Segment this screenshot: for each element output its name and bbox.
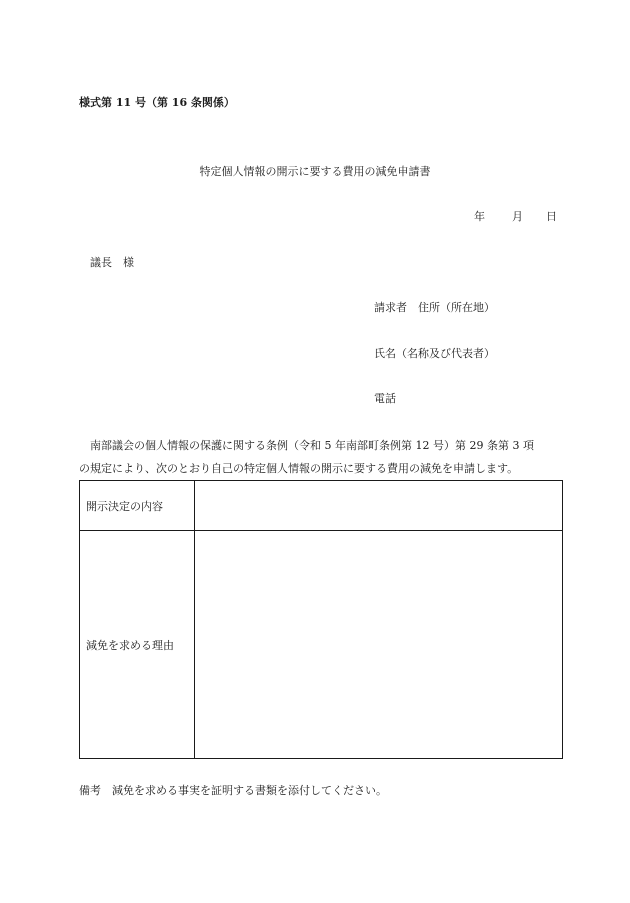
applicant-name-label: 氏名（名称及び代表者）	[374, 347, 495, 360]
reduction-reason-field[interactable]	[195, 531, 563, 759]
document-title: 特定個人情報の開示に要する費用の減免申請書	[199, 165, 431, 178]
body-line-1: 南部議会の個人情報の保護に関する条例（令和 5 年南部町条例第 12 号）第 29 条第 3 項	[90, 439, 534, 452]
body-paragraph	[79, 434, 534, 480]
date-year-label: 年	[474, 210, 485, 223]
date-day-label: 日	[546, 210, 557, 223]
application-table	[79, 480, 563, 759]
remarks-note: 備考 減免を求める事実を証明する書類を添付してください。	[79, 784, 387, 797]
table-row	[80, 531, 563, 759]
date-line	[474, 208, 557, 224]
body-line-2: の規定により、次のとおり自己の特定個人情報の開示に要する費用の減免を申請します。	[79, 462, 519, 475]
applicant-phone-label: 電話	[374, 392, 396, 405]
addressee: 議長 様	[90, 256, 134, 269]
disclosure-content-label: 開示決定の内容	[80, 481, 195, 531]
table-row	[80, 481, 563, 531]
date-month-label: 月	[512, 210, 523, 223]
reduction-reason-label: 減免を求める理由	[80, 531, 195, 759]
form-number: 様式第 11 号（第 16 条関係）	[79, 96, 235, 109]
applicant-address-label: 請求者 住所（所在地）	[374, 301, 495, 314]
disclosure-content-field[interactable]	[195, 481, 563, 531]
